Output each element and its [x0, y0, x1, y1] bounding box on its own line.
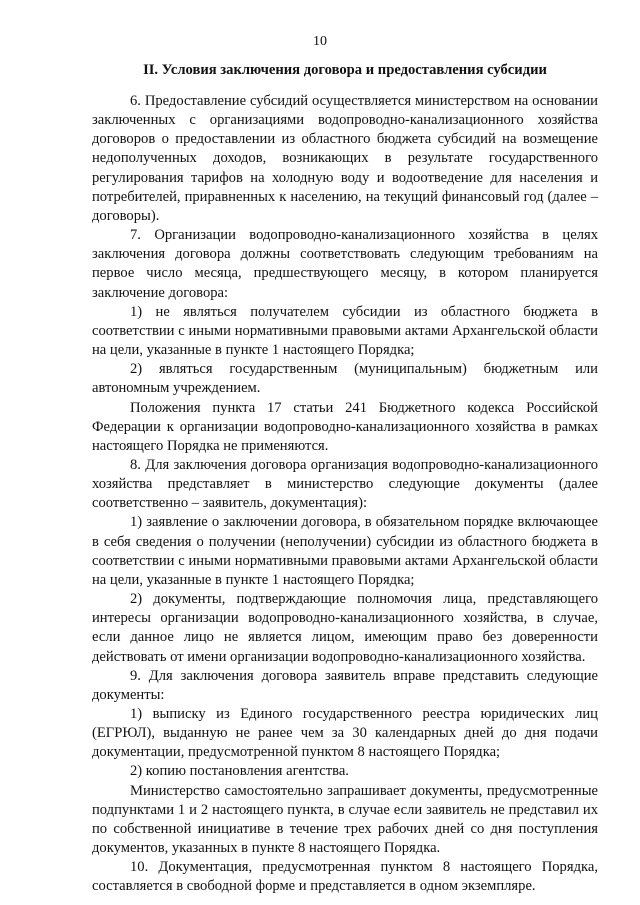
- paragraph-7-item-2: 2) являться государственным (муниципальным) бюджетным или автономным учреждением.: [92, 361, 598, 397]
- section-title: II. Условия заключения договора и предоставления субсидии: [143, 62, 547, 78]
- paragraph-9-item-1: 1) выписку из Единого государственного реестра юридических лиц (ЕГРЮЛ), выданную не ранее чем за 30 календарных дней до дня подачи документации, предусмотренной пунктом 8 настоящего Порядка;: [92, 706, 598, 761]
- document-body: [92, 92, 598, 897]
- paragraph-6: 6. Предоставление субсидий осуществляется министерством на основании заключенных с организациями водопроводно-канализационного хозяйства договоров о предоставлении из областного бюджета субсидий на возмещение недополученных доходов, возникающих в результате государственного регулирования тарифов на холодную воду и водоотведение для населения и потребителей, приравненных к населению, на текущий финансовый год (далее – договоры).: [92, 93, 598, 224]
- paragraph-8: 8. Для заключения договора организация водопроводно-канализационного хозяйства представляет в министерство следующие документы (далее соответственно – заявитель, документация):: [92, 456, 598, 512]
- paragraph-8-item-1: 1) заявление о заключении договора, в обязательном порядке включающее в себя сведения о получении (неполучении) субсидии из областного бюджета в соответствии с иными нормативными правовыми актами Архангельской области на цели, указанные в пункте 1 настоящего Порядка;: [92, 514, 598, 588]
- paragraph-10: 10. Документация, предусмотренная пунктом 8 настоящего Порядка, составляется в свободной форме и представляется в одном экземпляре.: [92, 859, 598, 895]
- paragraph-7-note: Положения пункта 17 статьи 241 Бюджетного кодекса Российской Федерации к организации водопроводно-канализационного хозяйства в рамках настоящего Порядка не применяются.: [92, 399, 598, 454]
- paragraph-7-item-1: 1) не являться получателем субсидии из областного бюджета в соответствии с иными нормативными правовыми актами Архангельской области на цели, указанные в пункте 1 настоящего Порядка;: [92, 303, 598, 359]
- paragraph-8-item-2: 2) документы, подтверждающие полномочия лица, представляющего интересы организации водопроводно-канализационного хозяйства, в случае, если данное лицо не является лицом, имеющим право без доверенности действовать от имени организации водопроводно-канализационного хозяйства.: [92, 591, 598, 665]
- paragraph-9-item-2: 2) копию постановления агентства.: [130, 763, 349, 780]
- paragraph-9-note: Министерство самостоятельно запрашивает документы, предусмотренные подпунктами 1 и 2 настоящего пункта, в случае если заявитель не представил их по собственной инициативе в течение трех рабочих дней со дня поступления документов, указанных в пункте 8 настоящего Порядка.: [92, 782, 598, 857]
- paragraph-7: 7. Организации водопроводно-канализационного хозяйства в целях заключения договора должны соответствовать следующим требованиям на первое число месяца, предшествующего месяцу, в котором планируется заключение договора:: [92, 227, 598, 301]
- paragraph-9: 9. Для заключения договора заявитель вправе представить следующие документы:: [92, 667, 598, 703]
- page-number: 10: [313, 34, 327, 49]
